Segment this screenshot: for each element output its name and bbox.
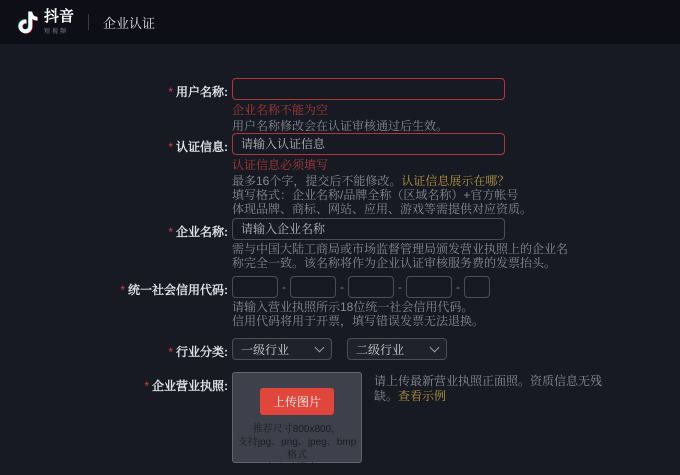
auth-info-help-link[interactable]: 认证信息展示在哪？ bbox=[401, 174, 510, 188]
credit-code-label: * 统一社会信用代码: bbox=[120, 283, 228, 297]
username-error: 企业名称不能为空 bbox=[232, 103, 329, 117]
form-row-auth-info bbox=[0, 133, 680, 216]
company-name-hint: 需与中国大陆工商局或市场监督管理局颁发营业执照上的企业名称完全一致。该名称将作为企业认证审核服务费的发票抬头。 bbox=[232, 242, 569, 270]
code-separator: - bbox=[282, 280, 286, 294]
brand-text bbox=[44, 9, 74, 35]
auth-info-error: 认证信息必须填写 bbox=[232, 158, 329, 172]
credit-code-hints bbox=[232, 300, 490, 328]
brand-subtitle: 短视频 bbox=[44, 29, 69, 35]
credit-code-segment-2[interactable] bbox=[290, 276, 336, 298]
enterprise-certification-form bbox=[0, 44, 680, 474]
required-asterisk: * bbox=[144, 379, 149, 393]
username-label: * 用户名称: bbox=[168, 85, 228, 99]
brand-name: 抖音 bbox=[44, 8, 75, 25]
auth-info-hint-line2: 填写格式：企业名称/品牌全称（区域名称）+官方帐号 bbox=[232, 188, 519, 202]
chevron-down-icon bbox=[430, 343, 440, 353]
required-asterisk: * bbox=[120, 283, 125, 297]
upload-spec-line3: 大小不超过5M bbox=[265, 463, 329, 474]
form-row-credit-code bbox=[0, 276, 680, 328]
industry-label: * 行业分类: bbox=[168, 345, 228, 359]
username-input[interactable] bbox=[232, 78, 505, 100]
auth-info-label: * 认证信息: bbox=[168, 140, 228, 154]
auth-info-hint-line3: 体现品牌、商标、网站、应用、游戏等需提供对应资质。 bbox=[232, 202, 533, 216]
credit-code-hint-line2: 信用代码将用于开票，填写错误发票无法退换。 bbox=[232, 314, 485, 328]
required-asterisk: * bbox=[168, 140, 173, 154]
page-title: 企业认证 bbox=[103, 15, 156, 31]
industry-secondary-value: 二级行业 bbox=[356, 342, 405, 357]
required-asterisk: * bbox=[168, 345, 173, 359]
credit-code-inputs bbox=[232, 276, 490, 298]
license-label: * 企业营业执照: bbox=[144, 379, 228, 393]
douyin-note-icon bbox=[18, 11, 38, 34]
required-asterisk: * bbox=[168, 85, 173, 99]
app-header bbox=[0, 0, 680, 44]
industry-secondary-select[interactable] bbox=[347, 338, 447, 360]
upload-spec-line2: 支持jpg、png、jpeg、bmp格式 bbox=[237, 437, 357, 461]
form-row-username bbox=[0, 78, 680, 133]
auth-info-input[interactable] bbox=[232, 133, 505, 155]
required-asterisk: * bbox=[168, 225, 173, 239]
upload-spec bbox=[233, 423, 361, 475]
auth-info-hint-line1: 最多16个字，提交后不能修改。认证信息展示在哪？ bbox=[232, 174, 510, 188]
form-row-license bbox=[0, 372, 680, 474]
company-name-label: * 企业名称: bbox=[168, 225, 228, 239]
code-separator: - bbox=[456, 280, 460, 294]
credit-code-segment-1[interactable] bbox=[232, 276, 278, 298]
industry-primary-value: 一级行业 bbox=[241, 342, 290, 357]
industry-primary-select[interactable] bbox=[232, 338, 332, 360]
form-row-industry bbox=[0, 338, 680, 360]
douyin-brand bbox=[18, 9, 74, 35]
header-divider bbox=[88, 14, 89, 30]
form-row-company-name bbox=[0, 218, 680, 270]
upload-spec-line1: 推荐尺寸800x800， bbox=[252, 424, 342, 435]
auth-info-hints bbox=[232, 174, 532, 216]
credit-code-hint-line1: 请输入营业执照所示18位统一社会信用代码。 bbox=[232, 300, 474, 314]
license-upload-dropzone[interactable] bbox=[232, 372, 362, 474]
username-hint: 用户名称修改会在认证审核通过后生效。 bbox=[232, 119, 449, 133]
view-example-link[interactable]: 查看示例 bbox=[398, 389, 447, 403]
code-separator: - bbox=[398, 280, 402, 294]
credit-code-segment-4[interactable] bbox=[406, 276, 452, 298]
code-separator: - bbox=[340, 280, 344, 294]
upload-image-button[interactable]: 上传图片 bbox=[260, 388, 334, 415]
credit-code-segment-5[interactable] bbox=[464, 276, 490, 298]
license-note: 请上传最新营业执照正面照。资质信息无残缺。查看示例 bbox=[374, 374, 603, 403]
credit-code-segment-3[interactable] bbox=[348, 276, 394, 298]
chevron-down-icon bbox=[315, 343, 325, 353]
company-name-input[interactable] bbox=[232, 218, 505, 240]
